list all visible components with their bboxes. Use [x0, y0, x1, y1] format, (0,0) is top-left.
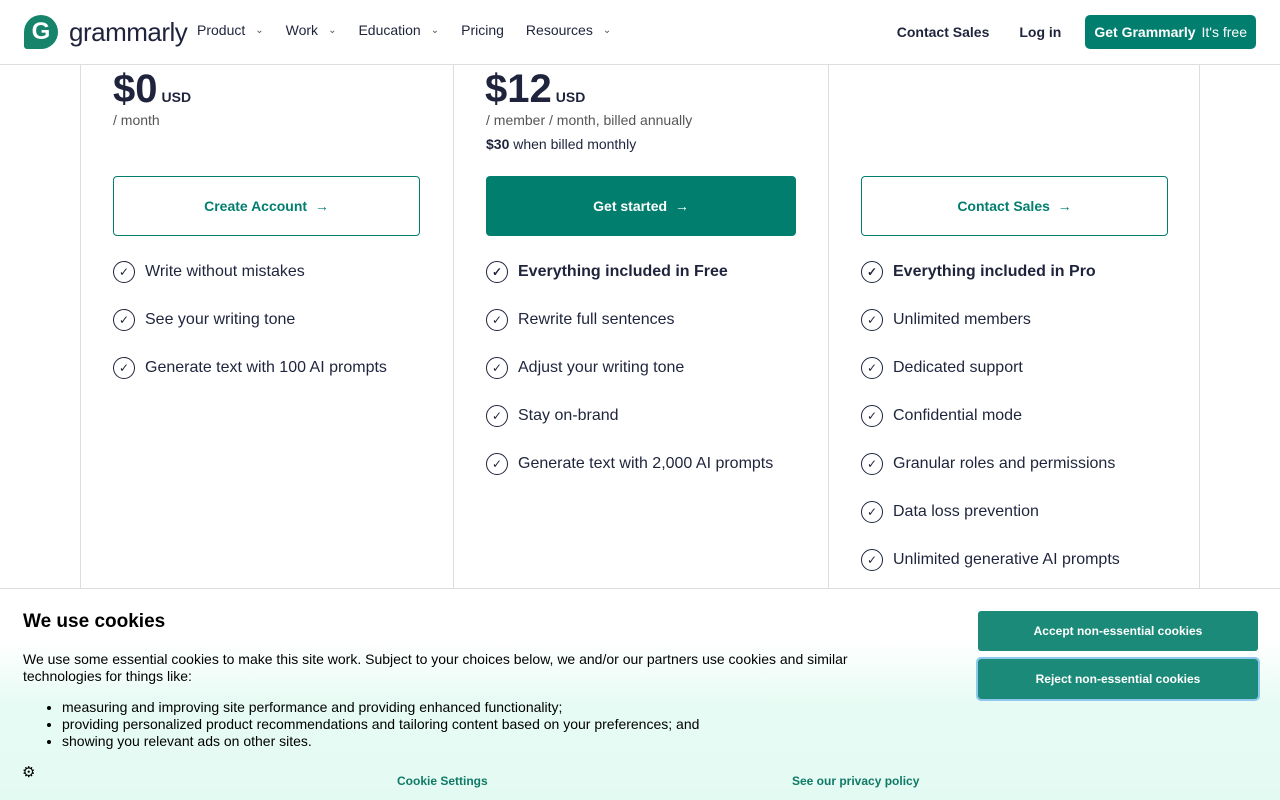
nav-pricing[interactable]	[461, 22, 504, 38]
plan-free	[80, 0, 453, 600]
accept-cookies-button[interactable]: Accept non-essential cookies	[978, 611, 1258, 651]
check-circle-icon: ✓	[861, 309, 883, 331]
nav-resources[interactable]	[526, 22, 611, 38]
check-circle-icon: ✓	[113, 357, 135, 379]
list-item: • providing personalized product recommendations and tailoring content based on your preferences; and	[62, 716, 699, 733]
create-account-button[interactable]: Create Account →	[113, 176, 420, 236]
list-item: • measuring and improving site performance and providing enhanced functionality;	[62, 699, 699, 716]
privacy-policy-link[interactable]: See our privacy policy	[792, 774, 920, 788]
check-circle-icon: ✓	[486, 453, 508, 475]
check-circle-icon: ✓	[486, 261, 508, 283]
feature-item: ✓ Write without mistakes	[113, 261, 305, 283]
feature-item: ✓ See your writing tone	[113, 309, 295, 331]
chevron-down-icon: ⌄	[602, 24, 612, 36]
nav-label: Product	[197, 22, 246, 38]
feature-item: ✓ Data loss prevention	[861, 501, 1039, 523]
check-circle-icon: ✓	[861, 261, 883, 283]
check-circle-icon: ✓	[861, 549, 883, 571]
main-nav	[197, 22, 633, 38]
nav-label: Work	[285, 22, 319, 38]
feature-item: ✓ Generate text with 100 AI prompts	[113, 357, 387, 379]
check-circle-icon: ✓	[861, 405, 883, 427]
cookie-settings-link[interactable]: Cookie Settings	[397, 774, 488, 788]
check-circle-icon: ✓	[486, 309, 508, 331]
nav-product[interactable]	[197, 22, 264, 38]
cookie-title: We use cookies	[23, 611, 166, 632]
cookie-text: We use some essential cookies to make this site work. Subject to your choices below, we and/or our partners use cookies and similar technologies for things like:	[23, 651, 848, 684]
feature-item: ✓ Stay on-brand	[486, 405, 619, 427]
nav-education[interactable]	[358, 22, 439, 38]
feature-item: ✓ Everything included in Free	[486, 261, 728, 283]
contact-sales-link[interactable]: Contact Sales	[896, 24, 990, 40]
check-circle-icon: ✓	[861, 453, 883, 475]
check-circle-icon: ✓	[486, 405, 508, 427]
check-circle-icon: ✓	[486, 357, 508, 379]
nav-label: Pricing	[461, 22, 504, 38]
cookie-purpose-list	[62, 699, 699, 750]
plan-enterprise	[828, 0, 1200, 600]
plan-price: $12 USD	[485, 67, 586, 111]
contact-sales-button[interactable]: Contact Sales →	[861, 176, 1168, 236]
reject-cookies-button[interactable]: Reject non-essential cookies	[978, 659, 1258, 699]
cta-label: Get Grammarly	[1094, 24, 1196, 40]
monthly-price: $30 when billed monthly	[486, 136, 637, 152]
feature-item: ✓ Generate text with 2,000 AI prompts	[486, 453, 773, 475]
feature-item: ✓ Granular roles and permissions	[861, 453, 1115, 475]
check-circle-icon: ✓	[861, 357, 883, 379]
login-link[interactable]: Log in	[1019, 24, 1062, 40]
nav-label: Education	[358, 22, 421, 38]
feature-item: ✓ Confidential mode	[861, 405, 1022, 427]
get-started-button[interactable]: Get started →	[486, 176, 796, 236]
site-header	[0, 0, 1280, 65]
feature-item: ✓ Everything included in Pro	[861, 261, 1096, 283]
feature-item: ✓ Adjust your writing tone	[486, 357, 684, 379]
plan-period: / member / month, billed annually	[486, 112, 693, 128]
cookie-preferences-icon[interactable]: ⚙	[22, 764, 36, 781]
cookie-banner	[0, 588, 1280, 800]
plan-period: / month	[113, 112, 160, 128]
get-grammarly-button[interactable]	[1085, 15, 1256, 49]
logo-text: grammarly	[69, 16, 188, 47]
check-circle-icon: ✓	[861, 501, 883, 523]
cta-sub-label: It's free	[1201, 24, 1247, 40]
nav-label: Resources	[525, 22, 593, 38]
list-item: • showing you relevant ads on other sites.	[62, 733, 699, 750]
feature-item: ✓ Unlimited members	[861, 309, 1031, 331]
plan-price: $0 USD	[113, 67, 192, 111]
grammarly-logo[interactable]	[24, 15, 187, 49]
chevron-down-icon: ⌄	[430, 24, 440, 36]
feature-item: ✓ Rewrite full sentences	[486, 309, 675, 331]
chevron-down-icon: ⌄	[255, 24, 264, 36]
plan-pro	[453, 0, 828, 600]
feature-item: ✓ Dedicated support	[861, 357, 1023, 379]
grammarly-logo-icon: G	[24, 15, 58, 49]
feature-item: ✓ Unlimited generative AI prompts	[861, 549, 1120, 571]
check-circle-icon: ✓	[113, 261, 135, 283]
chevron-down-icon: ⌄	[328, 24, 337, 36]
check-circle-icon: ✓	[113, 309, 135, 331]
nav-work[interactable]	[286, 22, 337, 38]
